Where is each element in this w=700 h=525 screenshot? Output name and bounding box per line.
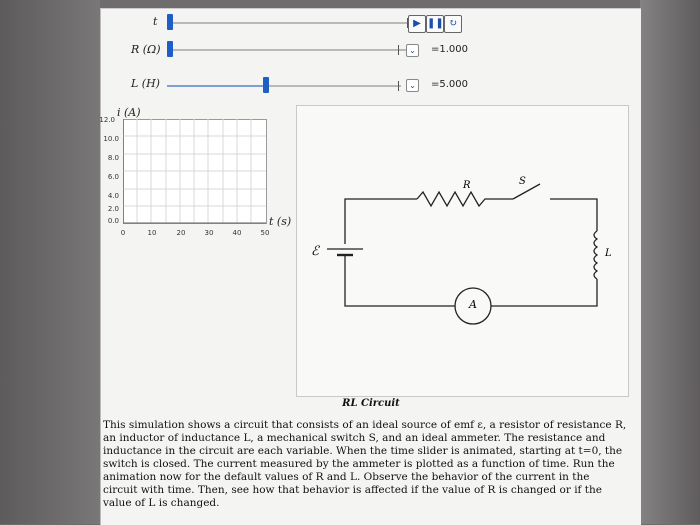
y-tick: 12.0 <box>99 116 115 124</box>
r-slider-thumb[interactable] <box>167 41 173 57</box>
chevron-down-icon: ⌄ <box>409 81 416 90</box>
inductor-label: L <box>605 248 612 259</box>
l-slider-end <box>398 81 399 91</box>
graph-x-label: t (s) <box>269 215 292 228</box>
simulation-panel <box>100 8 641 525</box>
y-tick: 4.0 <box>107 192 119 200</box>
y-tick: 8.0 <box>107 154 119 162</box>
background-right <box>640 0 700 524</box>
graph-y-label: i (A) <box>117 106 141 119</box>
current-graph <box>123 119 273 227</box>
x-tick: 0 <box>120 229 126 237</box>
r-slider-track[interactable] <box>167 49 407 51</box>
x-tick: 40 <box>232 229 242 237</box>
l-slider-track-filled[interactable] <box>167 85 267 87</box>
chevron-down-icon: ⌄ <box>409 46 416 55</box>
caption-text: RL Circuit <box>342 398 400 409</box>
l-slider-track[interactable] <box>267 85 401 87</box>
x-tick: 10 <box>147 229 157 237</box>
circuit-diagram <box>296 105 629 397</box>
r-value: =1.000 <box>431 44 469 55</box>
l-dropdown-button[interactable] <box>406 79 419 92</box>
figure-caption <box>101 398 641 409</box>
pause-icon: ❚❚ <box>427 18 444 29</box>
emf-label: ℰ <box>311 244 319 259</box>
circuit-drawing <box>297 106 628 396</box>
resistor-label: R <box>463 180 471 191</box>
l-value: =5.000 <box>431 79 469 90</box>
y-tick: 6.0 <box>107 173 119 181</box>
y-tick: 0.0 <box>107 217 119 225</box>
reset-button[interactable] <box>444 15 462 33</box>
l-slider-thumb[interactable] <box>263 77 269 93</box>
play-icon: ▶ <box>413 18 421 29</box>
x-tick: 50 <box>260 229 270 237</box>
play-button[interactable] <box>408 15 426 33</box>
ammeter-label: A <box>469 298 477 311</box>
r-slider-end <box>398 45 399 55</box>
t-slider-label: t <box>153 15 158 28</box>
x-tick: 30 <box>204 229 214 237</box>
description-text: This simulation shows a circuit that consists of an ideal source of emf ε, a resistor of resistance R, an inductor of inductance L, a mechanical switch S, and an ideal ammeter. The resistance and inductance in the circuit are each variable. When the time slider is animated, starting at t=0, the switch is closed. The current measured by the ammeter is plotted as a function of time. Run the animation now for the default values of R and L. Observe the behavior of the current in the circuit with time. Then, see how that behavior is affected if the value of R is changed or if the value of L is changed. <box>103 419 627 509</box>
r-slider-label: R (Ω) <box>131 43 161 56</box>
t-slider-thumb[interactable] <box>167 14 173 30</box>
y-tick: 2.0 <box>107 205 119 213</box>
l-slider-label: L (H) <box>131 77 160 90</box>
t-slider-track[interactable] <box>167 22 407 24</box>
pause-button[interactable] <box>426 15 444 33</box>
reset-icon: ↻ <box>448 18 458 29</box>
y-tick: 10.0 <box>103 135 119 143</box>
x-tick: 20 <box>176 229 186 237</box>
r-dropdown-button[interactable] <box>406 44 419 57</box>
switch-label: S <box>519 176 526 187</box>
background-left <box>0 0 100 524</box>
